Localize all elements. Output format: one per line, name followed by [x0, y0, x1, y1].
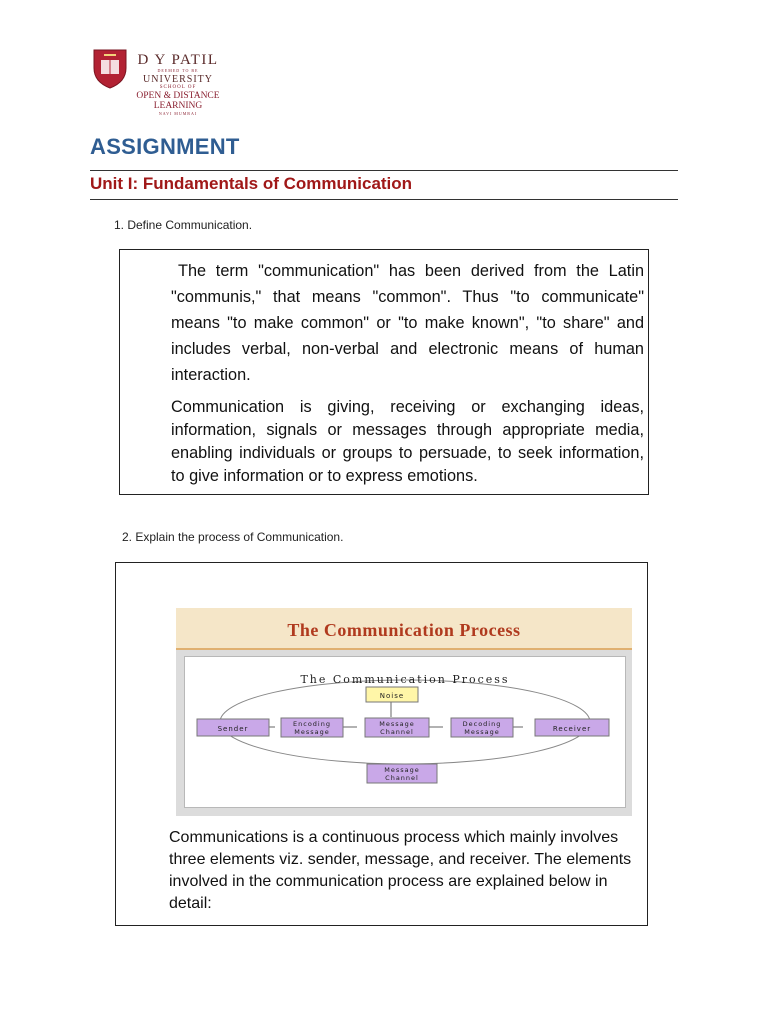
feedback-channel-label-2: Channel [385, 774, 419, 782]
channel-label-1: Message [379, 720, 415, 728]
logo-line-2: DEEMED TO BE [157, 68, 199, 73]
logo-wordmark [128, 52, 228, 117]
page-title: ASSIGNMENT [90, 134, 240, 159]
decoding-label-2: Message [464, 728, 500, 736]
answer-1-paragraph-2: Communication is giving, receiving or exchanging ideas, information, signals or messages through appropriate media, enabling individuals or groups to persuade, to seek information, to give information or to express emotions. [171, 398, 644, 485]
answer-1-paragraph-1: The term "communication" has been derived from the Latin "communis," that means "common". Thus "to communicate" means "to make common" or "to make known", "to share" and includes verbal, non-verbal and electronic means of human interaction. [171, 262, 644, 384]
title-divider [90, 170, 678, 171]
feedback-channel-label-1: Message [384, 766, 420, 774]
communication-process-diagram [185, 657, 625, 807]
diagram-title: The Communication Process [300, 673, 510, 686]
logo-line-7: NAVI MUMBAI [158, 111, 198, 116]
noise-label: Noise [379, 692, 405, 700]
receiver-label: Receiver [552, 725, 592, 733]
sender-label: Sender [217, 725, 249, 733]
encoding-label-2: Message [294, 728, 330, 736]
diagram-panel [184, 656, 626, 808]
answer-2-box [115, 562, 648, 926]
question-1: 1. Define Communication. [114, 218, 253, 232]
logo-line-3: UNIVERSITY [143, 74, 213, 85]
shield-emblem-icon [90, 46, 130, 90]
logo-line-1: D Y PATIL [137, 52, 219, 68]
question-2: 2. Explain the process of Communication. [122, 530, 344, 544]
decoding-label-1: Decoding [462, 720, 502, 728]
channel-label-2: Channel [380, 728, 414, 736]
unit-title: Unit I: Fundamentals of Communication [90, 174, 413, 193]
communication-process-figure [176, 608, 632, 816]
answer-2-paragraph: Communications is a continuous process which mainly involves three elements viz. sender, message, and receiver. The elements involved in the communication process are explained below in detail: [169, 829, 632, 912]
encoding-label-1: Encoding [293, 720, 331, 728]
logo-line-4: SCHOOL OF [159, 85, 197, 90]
logo-line-6: LEARNING [153, 101, 203, 111]
logo-line-5: OPEN & DISTANCE [136, 91, 220, 101]
figure-banner-title: The Communication Process [287, 620, 521, 640]
answer-1-box [119, 249, 649, 495]
unit-divider [90, 199, 678, 200]
